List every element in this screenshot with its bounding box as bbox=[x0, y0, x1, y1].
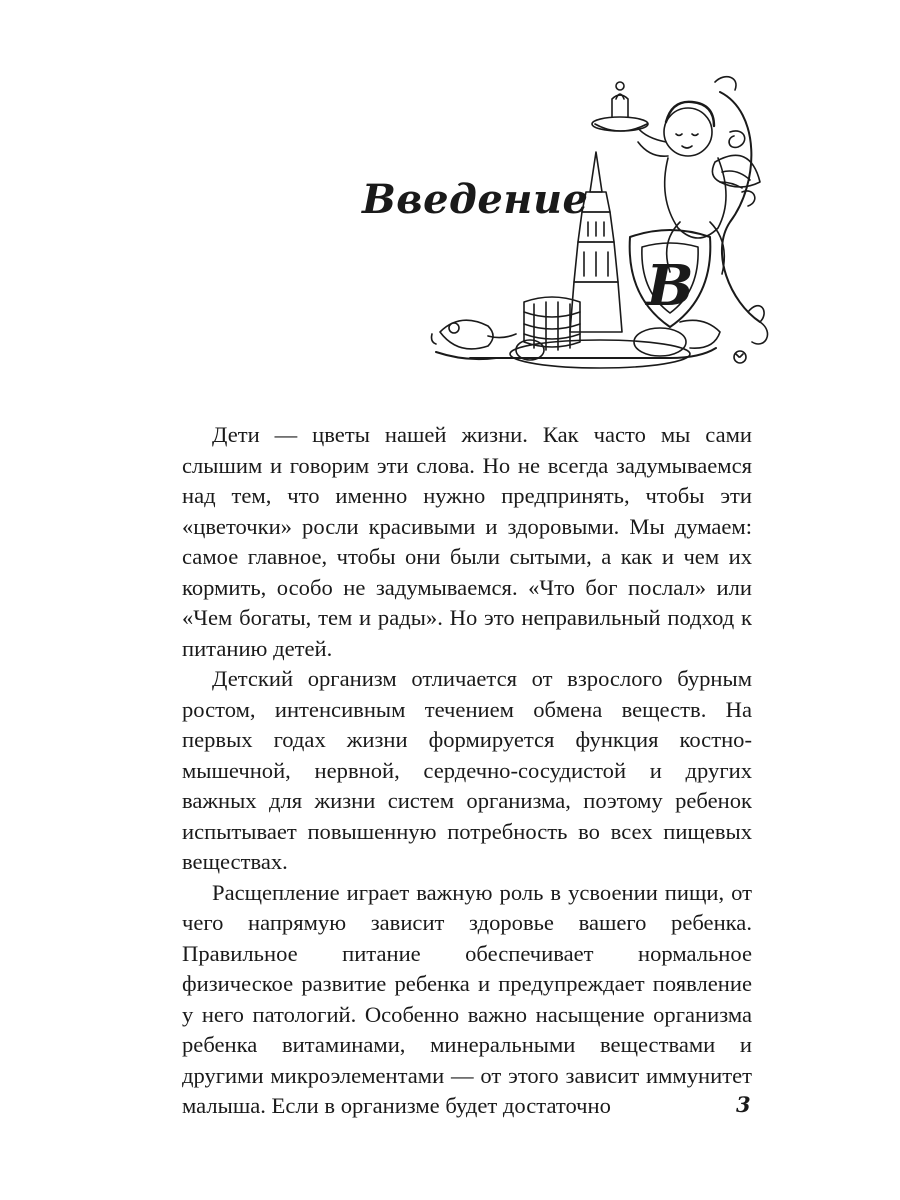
paragraph: Расщепление играет важную роль в усвоении пищи, от чего напрямую зависит здоровье вашего ребенка. Правильное питание обеспечивает нормальное физическое развитие ребенка и предупреждает появление у него патологий. Особенно важно насыщение организма ребенка витаминами, минеральными веществами и другими микроэлементами — от этого зависит иммунитет малыша. Если в организме будет достаточно bbox=[182, 879, 752, 1118]
ornament-initial: В bbox=[646, 253, 694, 319]
chapter-title: Введение bbox=[362, 176, 589, 223]
cherub-vignette-icon bbox=[430, 72, 770, 384]
paragraph: Дети — цветы нашей жизни. Как часто мы сами слышим и говорим эти слова. Но не всегда задумываемся над тем, что именно нужно предпринять, чтобы эти «цветочки» росли красивыми и здоровыми. Мы думаем: самое главное, чтобы они были сытыми, а как и чем их кормить, особо не задумываемся. «Что бог послал» или «Чем богаты, тем и рады». Но это неправильный подход к питанию детей. bbox=[182, 422, 752, 661]
body-text bbox=[182, 420, 752, 1122]
page-number: 3 bbox=[736, 1092, 751, 1117]
paragraph: Детский организм отличается от взрослого бурным ростом, интенсивным течением обмена веществ. На первых годах жизни формируется функция костно-мышечной, нервной, сердечно-сосудистой и других важных для жизни систем организма, поэтому ребенок испытывает повышенную потребность во всех пищевых веществах. bbox=[182, 666, 752, 874]
